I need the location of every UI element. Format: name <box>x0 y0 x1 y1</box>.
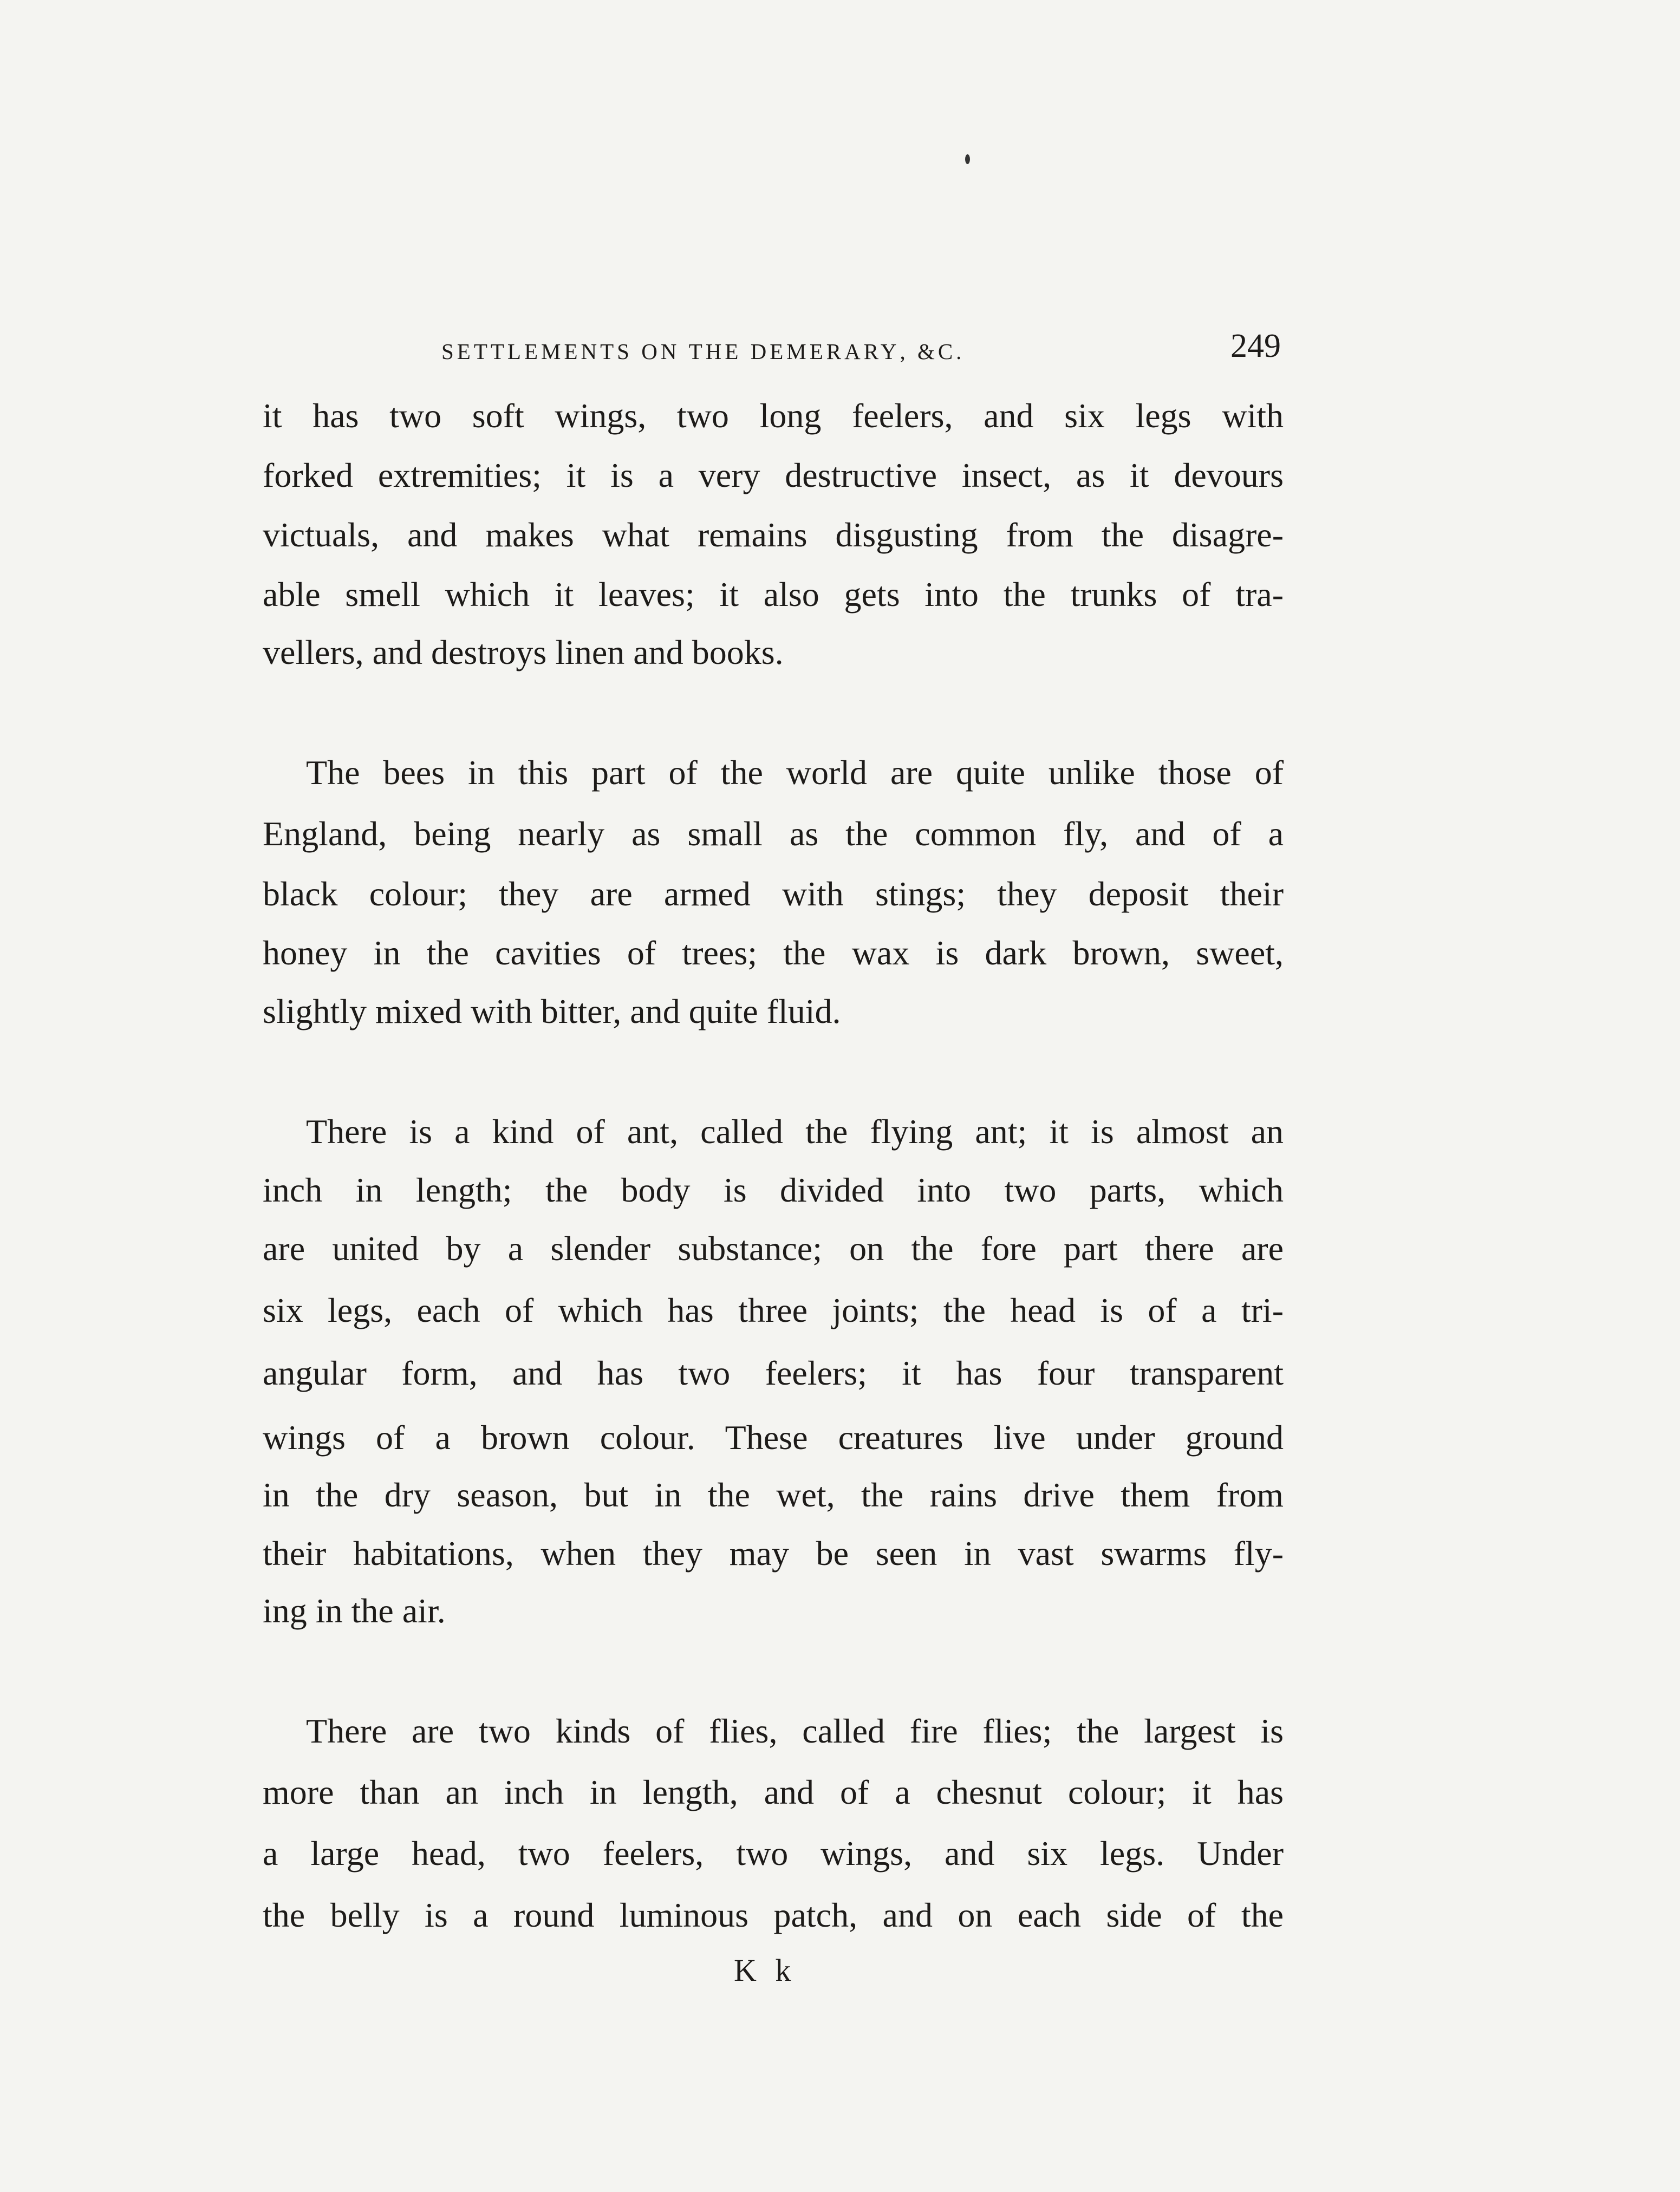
text-line: more than an inch in length, and of a chesnut colour; it has <box>263 1773 1284 1811</box>
text-line: There are two kinds of flies, called fire flies; the largest is <box>306 1712 1284 1750</box>
text-line: England, being nearly as small as the common fly, and of a <box>263 814 1284 853</box>
text-line: ing in the air. <box>263 1591 446 1630</box>
text-line: slightly mixed with bitter, and quite fluid. <box>263 992 841 1030</box>
text-line: a large head, two feelers, two wings, and six legs. Under <box>263 1834 1284 1873</box>
text-line: are united by a slender substance; on the fore part there are <box>263 1229 1284 1268</box>
text-line: able smell which it leaves; it also gets into the trunks of tra- <box>263 575 1284 614</box>
text-line: black colour; they are armed with stings; they deposit their <box>263 875 1284 913</box>
text-line: the belly is a round luminous patch, and on each side of the <box>263 1896 1284 1934</box>
running-title: settlements on the demerary, &c. <box>441 331 965 366</box>
signature-mark: K k <box>734 1953 797 1988</box>
text-line: in the dry season, but in the wet, the rains drive them from <box>263 1476 1284 1514</box>
text-line: vellers, and destroys linen and books. <box>263 633 784 671</box>
text-line: inch in length; the body is divided into two parts, which <box>263 1171 1284 1209</box>
text-line: honey in the cavities of trees; the wax is dark brown, sweet, <box>263 934 1284 972</box>
text-line: it has two soft wings, two long feelers, and six legs with <box>263 396 1284 435</box>
text-line: angular form, and has two feelers; it has four transparent <box>263 1354 1284 1392</box>
text-line: their habitations, when they may be seen in vast swarms fly- <box>263 1534 1284 1573</box>
ink-speck <box>965 154 970 164</box>
text-line: victuals, and makes what remains disgusting from the disagre- <box>263 516 1284 554</box>
text-line: The bees in this part of the world are quite unlike those of <box>306 753 1284 792</box>
text-line: six legs, each of which has three joints; the head is of a tri- <box>263 1291 1284 1329</box>
text-line: forked extremities; it is a very destructive insect, as it devours <box>263 456 1284 494</box>
page-number: 249 <box>1230 328 1281 364</box>
text-line: wings of a brown colour. These creatures live under ground <box>263 1418 1284 1457</box>
text-line: There is a kind of ant, called the flying ant; it is almost an <box>306 1112 1284 1151</box>
running-header <box>441 330 1281 368</box>
